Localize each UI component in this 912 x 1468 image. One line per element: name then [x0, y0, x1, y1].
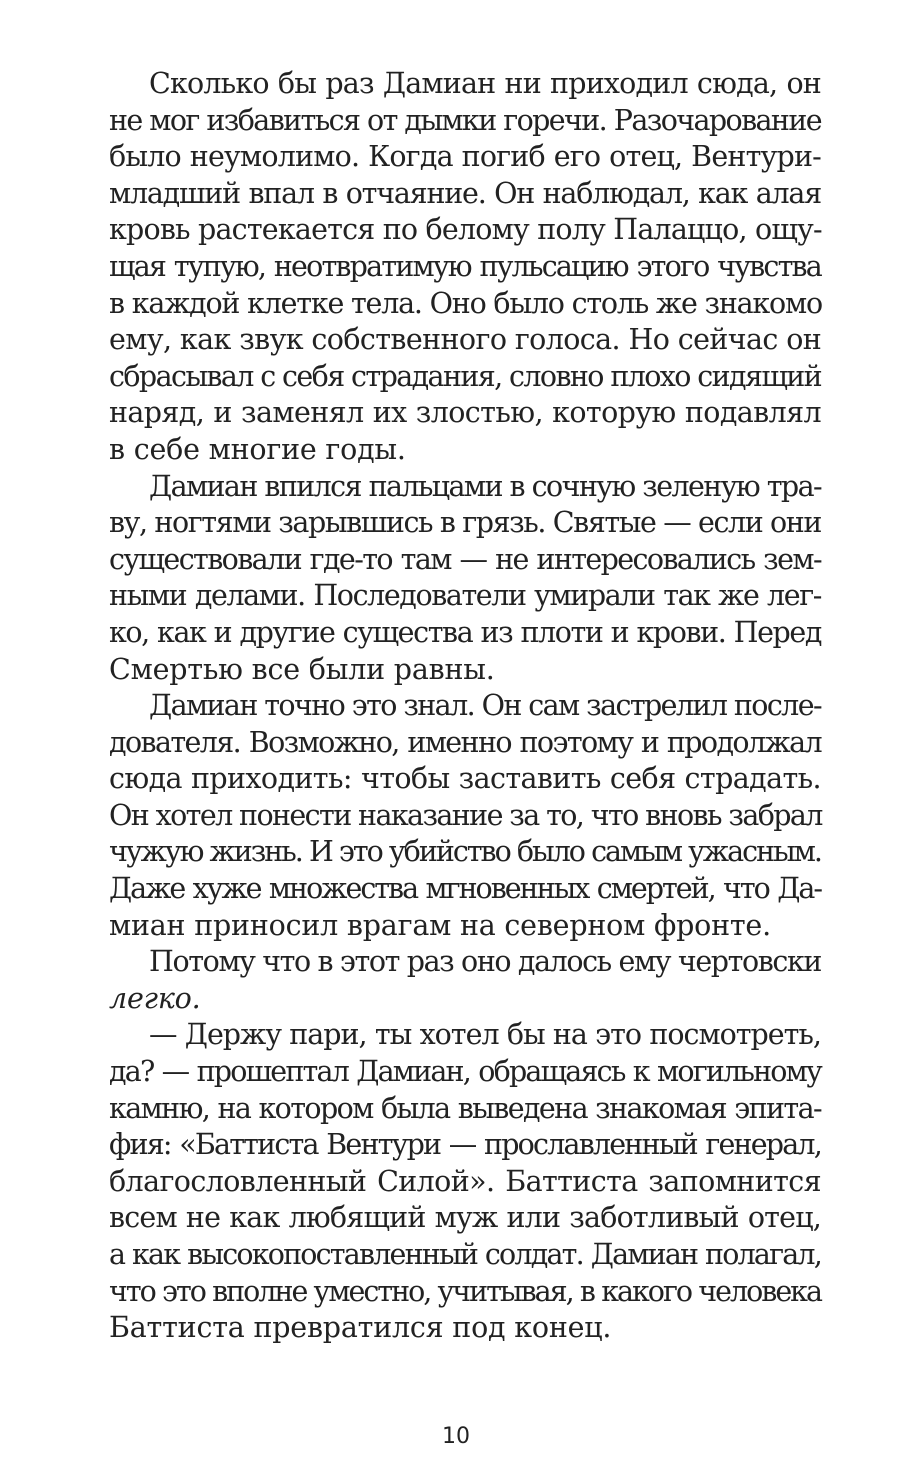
text-line: Даже хуже множества мгновенных смертей, что Да-	[109, 872, 821, 906]
text-line: — Держу пари, ты хотел бы на это посмотреть,	[149, 1018, 821, 1052]
paragraph-3	[109, 688, 821, 944]
text-line: а как высокопоставленный солдат. Дамиан полагал,	[109, 1238, 821, 1271]
text-line: наряд, и заменял их злостью, которую подавлял	[109, 396, 821, 430]
body-text	[109, 66, 821, 1347]
text-line: было неумолимо. Когда погиб его отец, Вентури-	[109, 140, 821, 174]
text-line: ву, ногтями зарывшись в грязь. Святые — если они	[109, 506, 821, 540]
page-number: 10	[442, 1424, 470, 1449]
text-line: ными делами. Последователи умирали так же лег-	[109, 579, 821, 613]
text-line: в каждой клетке тела. Оно было столь же знакомо	[109, 286, 822, 320]
text-line: дователя. Возможно, именно поэтому и продолжал	[109, 725, 821, 759]
text-line: щая тупую, неотвратимую пульсацию этого чувства	[109, 249, 821, 283]
text-line: миан приносил врагам на северном фронте.	[109, 908, 771, 942]
text-line: что это вполне уместно, учитывая, в какого человека	[109, 1274, 821, 1308]
text-line: Дамиан точно это знал. Он сам застрелил после-	[149, 689, 821, 723]
text-line: да? — прошептал Дамиан, обращаясь к могильному	[109, 1055, 821, 1089]
text-line: существовали где-то там — не интересовались зем-	[109, 542, 821, 576]
paragraph-1	[109, 66, 821, 469]
text-line: сюда приходить: чтобы заставить себя страдать.	[109, 762, 821, 796]
text-line: ему, как звук собственного голоса. Но сейчас он	[109, 323, 822, 357]
text-line: Потому что в этот раз оно далось ему чертовски	[149, 945, 821, 979]
text-line: всем не как любящий муж или заботливый отец,	[109, 1201, 821, 1235]
paragraph-5	[109, 1017, 821, 1346]
text-line: фия: «Баттиста Вентури — прославленный генерал,	[109, 1128, 821, 1162]
text-line: кровь растекается по белому полу Палаццо, ощу-	[109, 213, 822, 247]
text-line: не мог избавиться от дымки горечи. Разочарование	[109, 103, 821, 137]
paragraph-4	[109, 944, 821, 1017]
text-line: Сколько бы раз Дамиан ни приходил сюда, он	[149, 67, 821, 100]
text-line-italic: легко.	[109, 981, 201, 1015]
text-line: сбрасывал с себя страдания, словно плохо сидящий	[109, 359, 822, 393]
text-line: младший впал в отчаяние. Он наблюдал, как алая	[109, 176, 821, 210]
text-line: в себе многие годы.	[109, 432, 406, 466]
text-line: Он хотел понести наказание за то, что вновь забрал	[109, 798, 822, 832]
text-line: Смертью все были равны.	[109, 652, 495, 686]
text-line: Дамиан впился пальцами в сочную зеленую тра-	[149, 469, 821, 503]
text-line: камню, на котором была выведена знакомая эпита-	[109, 1091, 821, 1125]
text-line: Баттиста превратился под конец.	[109, 1311, 612, 1345]
paragraph-2	[109, 469, 821, 689]
text-line: чужую жизнь. И это убийство было самым ужасным.	[109, 835, 821, 869]
text-line: благословленный Силой». Баттиста запомнится	[109, 1164, 821, 1198]
text-line: ко, как и другие существа из плоти и крови. Перед	[109, 615, 821, 649]
